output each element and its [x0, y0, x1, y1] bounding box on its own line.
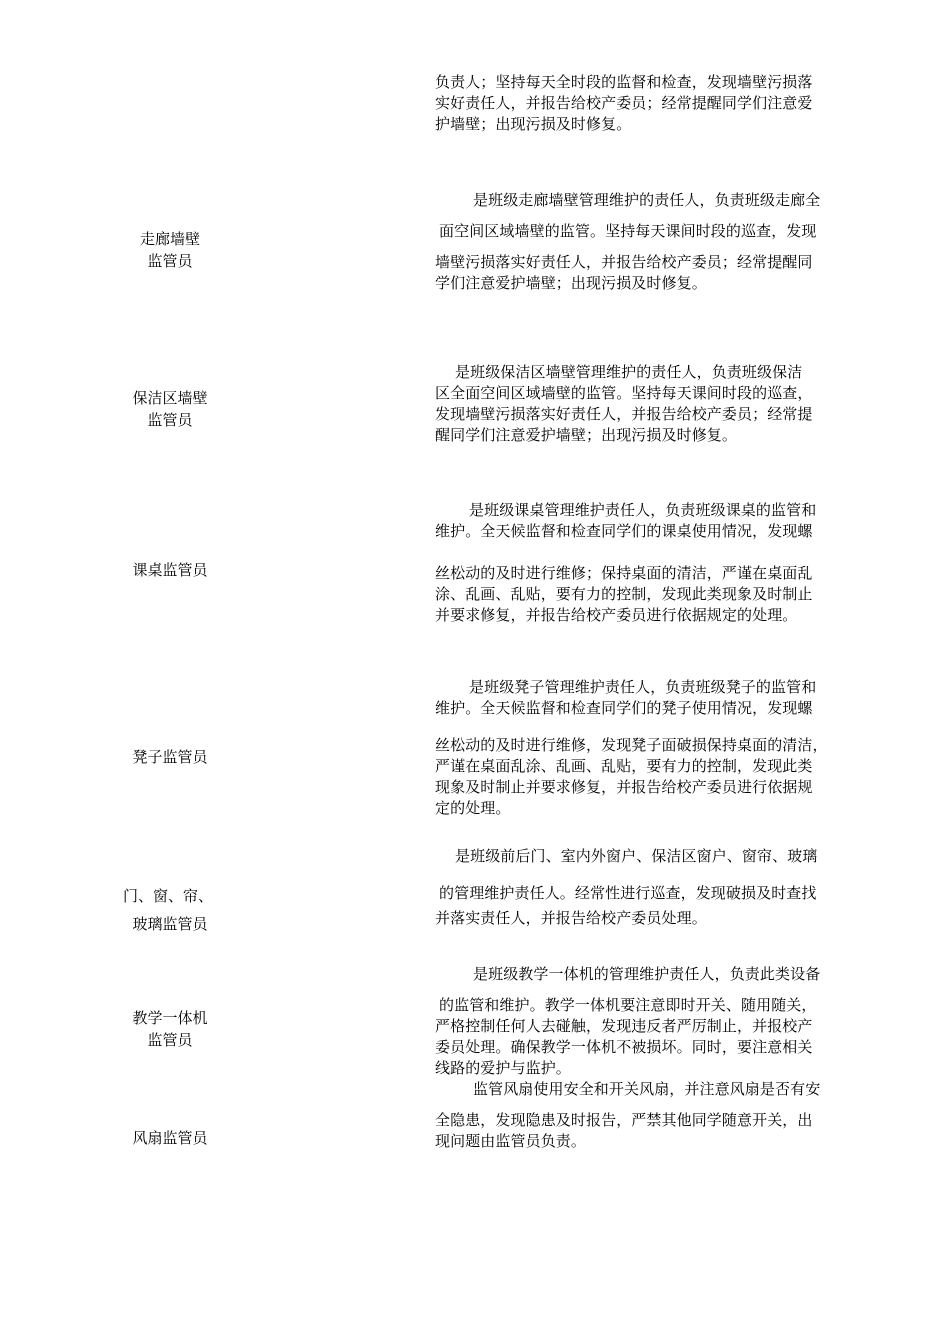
role-label-line: 凳子监管员: [132, 748, 208, 766]
desc-line: 是班级课桌管理维护责任人，负责班级课桌的监管和: [469, 501, 817, 519]
desc-line: 区全面空间区域墙壁的监管。坚持每天课间时段的巡查，: [435, 384, 813, 402]
desc-line: 实好责任人，并报告给校产委员；经常提醒同学们注意爱: [435, 94, 813, 112]
role-label-line: 玻璃监管员: [132, 915, 208, 933]
desc-line: 是班级前后门、室内外窗户、保洁区窗户、窗帘、玻璃: [455, 847, 818, 865]
desc-line: 监管风扇使用安全和开关风扇，并注意风扇是否有安: [473, 1080, 821, 1098]
desc-line: 现象及时制止并要求修复，并报告给校产委员进行依据规: [435, 778, 813, 796]
desc-line: 负责人；坚持每天全时段的监督和检查，发现墙壁污损落: [435, 73, 813, 91]
duty-description-desk: [435, 500, 857, 626]
role-corridor-wall: [110, 228, 230, 272]
desc-line: 严格控制任何人去碰触，发现违反者严厉制止，并报校产: [435, 1017, 813, 1035]
desc-line: 全隐患，发现隐患及时报告，严禁其他同学随意开关，出: [435, 1111, 813, 1129]
desc-line: 的监管和维护。教学一体机要注意即时开关、随用随关，: [439, 996, 817, 1014]
duty-description-corridor-wall: [435, 190, 857, 294]
desc-line: 线路的爱护与监护。: [435, 1059, 571, 1077]
role-teaching-all-in-one: [110, 1007, 230, 1051]
duty-description-fan: [435, 1079, 857, 1152]
desc-line: 醒同学们注意爱护墙壁；出现污损及时修复。: [435, 426, 738, 444]
desc-line: 面空间区域墙壁的监管。坚持每天课间时段的巡查，发现: [439, 222, 817, 240]
role-label-line: 走廊墙壁: [139, 230, 200, 248]
desc-line: 学们注意爱护墙壁；出现污损及时修复。: [435, 274, 707, 292]
desc-line: 定的处理。: [435, 799, 511, 817]
duty-description-continued: [435, 72, 857, 135]
desc-line: 维护。全天候监督和检查同学们的课桌使用情况，发现螺: [435, 522, 813, 540]
desc-line: 发现墙壁污损落实好责任人，并报告给校产委员；经常提: [435, 405, 813, 423]
desc-line: 是班级保洁区墙壁管理维护的责任人，负责班级保洁: [455, 363, 803, 381]
desc-line: 丝松动的及时进行维修；保持桌面的清洁，严谨在桌面乱: [435, 564, 813, 582]
role-label-line: 监管员: [147, 252, 193, 270]
desc-line: 涂、乱画、乱贴，要有力的控制，发现此类现象及时制止: [435, 585, 813, 603]
role-door-window-curtain-glass: [110, 885, 230, 935]
duty-description-door-window: [435, 846, 857, 929]
duty-description-stool: [435, 677, 857, 819]
role-desk: [110, 559, 230, 581]
desc-line: 严谨在桌面乱涂、乱画、乱贴，要有力的控制，发现此类: [435, 757, 813, 775]
role-label-line: 课桌监管员: [132, 561, 208, 579]
desc-line: 并要求修复，并报告给校产委员进行依据规定的处理。: [435, 606, 798, 624]
role-stool: [110, 746, 230, 768]
role-fan: [110, 1127, 230, 1149]
desc-line: 并落实责任人，并报告给校产委员处理。: [435, 909, 707, 927]
role-label-line: 监管员: [147, 1031, 193, 1049]
desc-line: 是班级凳子管理维护责任人，负责班级凳子的监管和: [469, 678, 817, 696]
duty-description-cleaning-area-wall: [435, 362, 857, 446]
desc-line: 的管理维护责任人。经常性进行巡查，发现破损及时查找: [439, 884, 817, 902]
role-cleaning-area-wall: [110, 387, 230, 431]
desc-line: 是班级教学一体机的管理维护责任人，负责此类设备: [473, 965, 821, 983]
role-label-line: 监管员: [147, 411, 193, 429]
desc-line: 委员处理。确保教学一体机不被损坏。同时，要注意相关: [435, 1038, 813, 1056]
desc-line: 丝松动的及时进行维修，发现凳子面破损保持桌面的清洁，: [435, 736, 828, 754]
role-label-line: 教学一体机: [132, 1009, 208, 1027]
desc-line: 现问题由监管员负责。: [435, 1132, 587, 1150]
desc-line: 护墙壁；出现污损及时修复。: [435, 115, 632, 133]
desc-line: 墙壁污损落实好责任人，并报告给校产委员；经常提醒同: [435, 253, 813, 271]
role-label-line: 风扇监管员: [132, 1129, 208, 1147]
role-label-line: 保洁区墙壁: [132, 389, 208, 407]
duty-description-teaching-all-in-one: [435, 964, 857, 1079]
desc-line: 维护。全天候监督和检查同学们的凳子使用情况，发现螺: [435, 699, 813, 717]
desc-line: 是班级走廊墙壁管理维护的责任人，负责班级走廊全: [473, 191, 821, 209]
role-label-line: 门、窗、帘、: [122, 887, 213, 905]
